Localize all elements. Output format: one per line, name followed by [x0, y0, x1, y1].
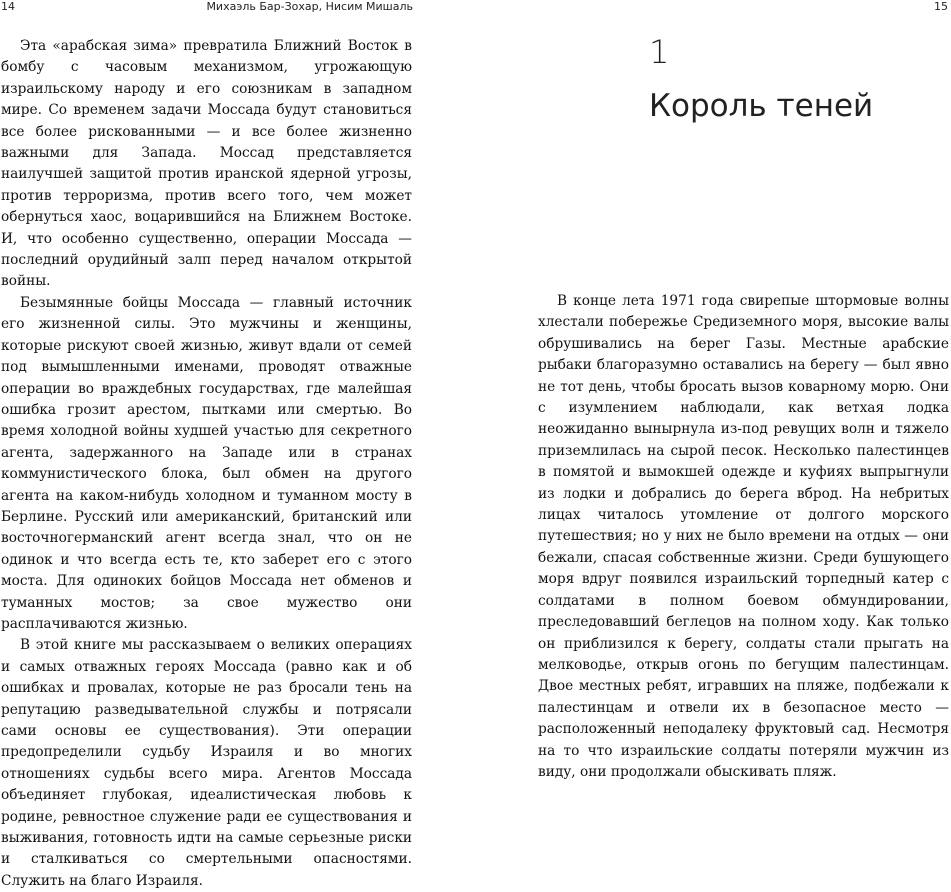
paragraph: В этой книге мы рассказываем о великих операциях и самых отважных героях Моссада (равно как и об ошибках и провалах, которые не раз бросали тень на репутацию разведывательной службы и потрясали сами основы ее существования). Эти операции предопределили судьбу Израиля и во многих отношениях судьбы всего мира. Агентов Моссада объединяет глубокая, идеалистическая любовь к родине, ревностное служение ради ее существования и выживания, готовность идти на самые серьезные риски и сталкиваться со смертельными опасностями. Служить на благо Израиля.	[1, 637, 412, 889]
right-page	[476, 0, 951, 780]
left-page	[0, 0, 468, 889]
right-page-number: 15	[934, 0, 948, 13]
chapter-title: Король теней	[649, 88, 874, 124]
paragraph: В конце лета 1971 года свирепые штормовые волны хлестали побережье Средиземного моря, высокие валы обрушивались на берег Газы. Местные арабские рыбаки благоразумно оставались на берегу — был явно не тот день, чтобы бросать вызов коварному морю. Они с изумлением наблюдали, как ветхая лодка неожиданно вынырнула из-под ревущих волн и тяжело приземлилась на сырой песок. Несколько палестинцев в помятой и вымокшей одежде и куфиях выпрыгнули из лодки и добрались до берега вброд. На небритых лицах читалось утомление от долгого морского путешествия; но у них не было времени на отдых — они бежали, спасая собственные жизни. Среди бушующего моря вдруг появился израильский торпедный катер с солдатами в полном боевом обмундировании, преследовавший беглецов на полном ходу. Как только он приблизился к берегу, солдаты стали прыгать на мелководье, открыв огонь по бегущим палестинцам. Двое местных ребят, игравших на пляже, подбежали к палестинцам и отвели их в безопасное место — расположенный неподалеку фруктовый сад. Несмотря на то что израильские солдаты потеряли мужчин из виду, они продолжали обыскивать пляж.	[538, 293, 949, 780]
left-page-number: 14	[1, 0, 15, 13]
paragraph: Безымянные бойцы Моссада — главный источник его жизненной силы. Это мужчины и женщины, которые рискуют своей жизнью, живут вдали от семей под вымышленными именами, проводят отважные операции во враждебных государствах, где малейшая ошибка грозит арестом, пытками или смертью. Во время холодной войны худшей участью для секретного агента, задержанного на Западе или в странах коммунистического блока, был обмен на другого агента на каком-нибудь холодном и туманном мосту в Берлине. Русский или американский, британский или восточногерманский агент всегда знал, что он не одинок и что всегда есть те, кто заберет его с этого моста. Для одиноких бойцов Моссада нет обменов и туманных мостов; за свое мужество они расплачиваются жизнью.	[1, 294, 412, 632]
right-page-body	[538, 291, 949, 783]
running-head-authors: Михаэль Бар-Зохар, Нисим Мишаль	[206, 0, 413, 13]
left-page-body	[1, 36, 412, 892]
paragraph: Эта «арабская зима» превратила Ближний Восток в бомбу с часовым механизмом, угрожающую израильскому народу и его союзникам в западном мире. Со временем задачи Моссада будут становиться все более рискованными — и все более жизненно важными для Запада. Моссад представляется наилучшей защитой против иранской ядерной угрозы, против терроризма, против всего того, чем может обернуться хаос, воцарившийся на Ближнем Востоке. И, что особенно существенно, операции Моссада — последний орудийный залп перед началом открытой войны.	[1, 38, 412, 290]
chapter-number: 1	[649, 33, 670, 71]
